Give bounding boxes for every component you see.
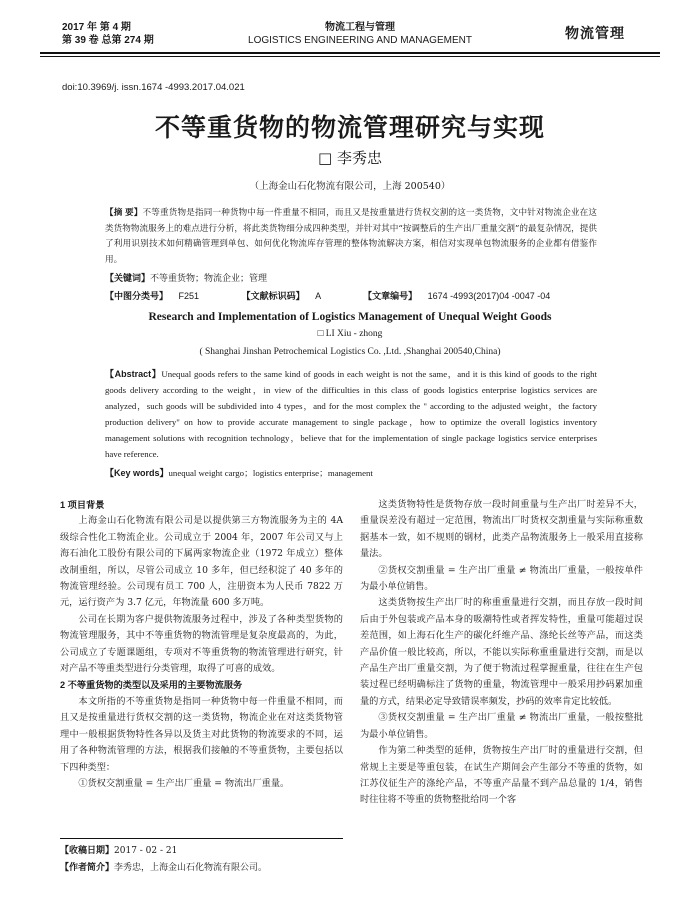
abstract-en-text: Unequal goods refers to the same kind of goods in each weight is not the same，and it is this kind of goods to the right goods delivery according to the weight，in view of the difficulties in this class of goods logistics enterprise logistics services are analyzed，such goods will be subdivided into 4 types，and for the most complex the " according to the adjusted weight，the factory production delivery" on how to provide accurate management to single package，how to optimize the overall logistics inventory management solutions with recognition technology，believe that for the implementation of single package logistics service enterprises have reference. bbox=[105, 369, 598, 459]
page-title: 不等重货物的物流管理研究与实现 bbox=[154, 113, 545, 142]
abstract-cn-label: 【摘 要】 bbox=[105, 207, 143, 217]
header-issue bbox=[62, 21, 154, 47]
art-value: 1674 -4993(2017)04 -0047 -04 bbox=[427, 291, 551, 301]
section-heading-2: 2 不等重货物的类型以及采用的主要物流服务 bbox=[60, 680, 243, 691]
abstract-cn bbox=[105, 205, 597, 268]
author-en: □ LI Xiu - zhong bbox=[317, 329, 383, 339]
body-right-column bbox=[360, 497, 643, 809]
paragraph: ②货权交割重量 = 生产出厂重量 ≠ 物流出厂重量，一般按单件为最小单位销售。 bbox=[360, 564, 643, 593]
author-bio: 【作者简介】李秀忠，上海金山石化物流有限公司。 bbox=[60, 862, 268, 873]
doc-value: A bbox=[315, 291, 321, 301]
paragraph: 公司在长期为客户提供物流服务过程中，涉及了各种类型货物的物流管理服务，其中不等重货物的物流管理是复杂度最高的，为此，公司成立了专题课题组，专项对不等重货物的物流管理进行研究，针对产品不等重类型进行分类管理，取得了可喜的成效。 bbox=[60, 613, 343, 675]
header-rule-thin bbox=[40, 56, 660, 57]
classification-row bbox=[105, 289, 597, 302]
keywords-en: 【Key words】unequal weight cargo；logistics enterprise；management bbox=[105, 468, 373, 478]
header-rule bbox=[40, 52, 660, 54]
footnote bbox=[60, 842, 267, 876]
journal-name-cn: 物流工程与管理 bbox=[325, 22, 395, 33]
doc-label: 【文献标识码】 bbox=[241, 291, 305, 301]
header-journal bbox=[230, 21, 490, 47]
affiliation: （上海金山石化物流有限公司，上海 200540） bbox=[249, 181, 451, 192]
paragraph: 本文所指的不等重货物是指同一种货物中每一件重量不相同，而且又是按重量进行货权交割的这一类货物，物流企业在对这类货物管理中一般根据货物特性各异以及货主对此货物的物流要求的不同，运用了各种物流管理的方法，根据我们接触的不等重货物，主要包括以下四种类型： bbox=[60, 695, 343, 773]
received-date: 【收稿日期】2017 - 02 - 21 bbox=[60, 845, 178, 856]
paragraph: 这类货物特性是货物存放一段时间重量与生产出厂时差异不大，重量误差没有超过一定范围，物流出厂时货权交割重量与实际称重数据基本一致，如不规则的钢材，此类产品物流服务上一般采用直接称量法。 bbox=[360, 499, 643, 560]
journal-name-en: LOGISTICS ENGINEERING AND MANAGEMENT bbox=[248, 35, 472, 46]
paragraph: 作为第二种类型的延伸，货物按生产出厂时的重量进行交割，但常规上主要是等重包装，在试生产期间会产生部分不等重的货物，如江苏仪征生产的涤纶产品，不等重产品量不到产品总量的 1/4，销售时往往将不等重的货物整批给同一个客 bbox=[360, 745, 643, 806]
paragraph: ③货权交割重量 = 生产出厂重量 ≠ 物流出厂重量，一般按整批为最小单位销售。 bbox=[360, 712, 643, 740]
author: □ 李秀忠 bbox=[318, 149, 382, 167]
header-volume: 第 39 卷 总第 274 期 bbox=[62, 35, 154, 46]
body-left-column bbox=[60, 497, 343, 792]
paragraph: ①货权交割重量 = 生产出厂重量 = 物流出厂重量。 bbox=[78, 777, 290, 789]
keywords-cn: 【关键词】不等重货物；物流企业；管理 bbox=[105, 273, 268, 283]
header-year-issue: 2017 年 第 4 期 bbox=[62, 22, 131, 33]
section-label: 物流管理 bbox=[565, 25, 625, 41]
title-en: Research and Implementation of Logistics Management of Unequal Weight Goods bbox=[148, 311, 552, 323]
abstract-en bbox=[105, 366, 597, 462]
abstract-cn-text: 不等重货物是指同一种货物中每一件重量不相同，而且又是按重量进行货权交割的这一类货物，文中针对物流企业在这类货物物流服务上的难点进行分析，将此类货物细分成四种类型，并针对其中“按调整后的生产出厂重量交割”的最复杂情况，提供了利用识别技术如何精确管理到单包、如何优化物流库存管理的整体物流解决方案，相信对实现单包物流服务的企业都有借鉴作用。 bbox=[105, 208, 597, 265]
paragraph: 上海金山石化物流有限公司是以提供第三方物流服务为主的 4A 级综合性化工物流企业。公司成立于 2004 年，2007 年公司又与上海石油化工股份有限公司的下属两家物流企业（1972 年成立）整体改制重组，所以，尽管公司成立 10 多年，但已经积淀了 40 多年的物流管理经验。公司现有员工 700 人，注册资本为人民币 7822 万元，运行资产为 3.7 亿元，年物流量 600 多万吨。 bbox=[60, 515, 343, 609]
art-label: 【文章编号】 bbox=[363, 291, 418, 301]
clc-value: F251 bbox=[178, 291, 200, 301]
clc-label: 【中图分类号】 bbox=[105, 291, 169, 301]
section-heading-1: 1 项目背景 bbox=[60, 500, 105, 510]
abstract-en-label: 【Abstract】 bbox=[105, 369, 162, 379]
footnote-rule bbox=[60, 838, 343, 839]
affiliation-en: ( Shanghai Jinshan Petrochemical Logistics Co. ,Ltd. ,Shanghai 200540,China) bbox=[199, 347, 501, 357]
paragraph: 这类货物按生产出厂时的称重重量进行交割，而且存放一段时间后由于外包装或产品本身的吸潮特性或者挥发特性，重量可能超过误差范围，如上海石化生产的碳化纤维产品、涤纶长丝等产品，而这类产品价值一般比较高，所以，不能以实际称重重量进行交割，而是以产品生产出厂重量交割，为了便于物流过程掌握重量，往往在生产包装过程已经明确标注了货物的重量，物流管理中一般采用抄码累加重量的方式，结果必定导致错误率频发，抄码的效率肯定比较低。 bbox=[360, 597, 643, 707]
doi: doi:10.3969/j. issn.1674 -4993.2017.04.021 bbox=[62, 82, 245, 93]
